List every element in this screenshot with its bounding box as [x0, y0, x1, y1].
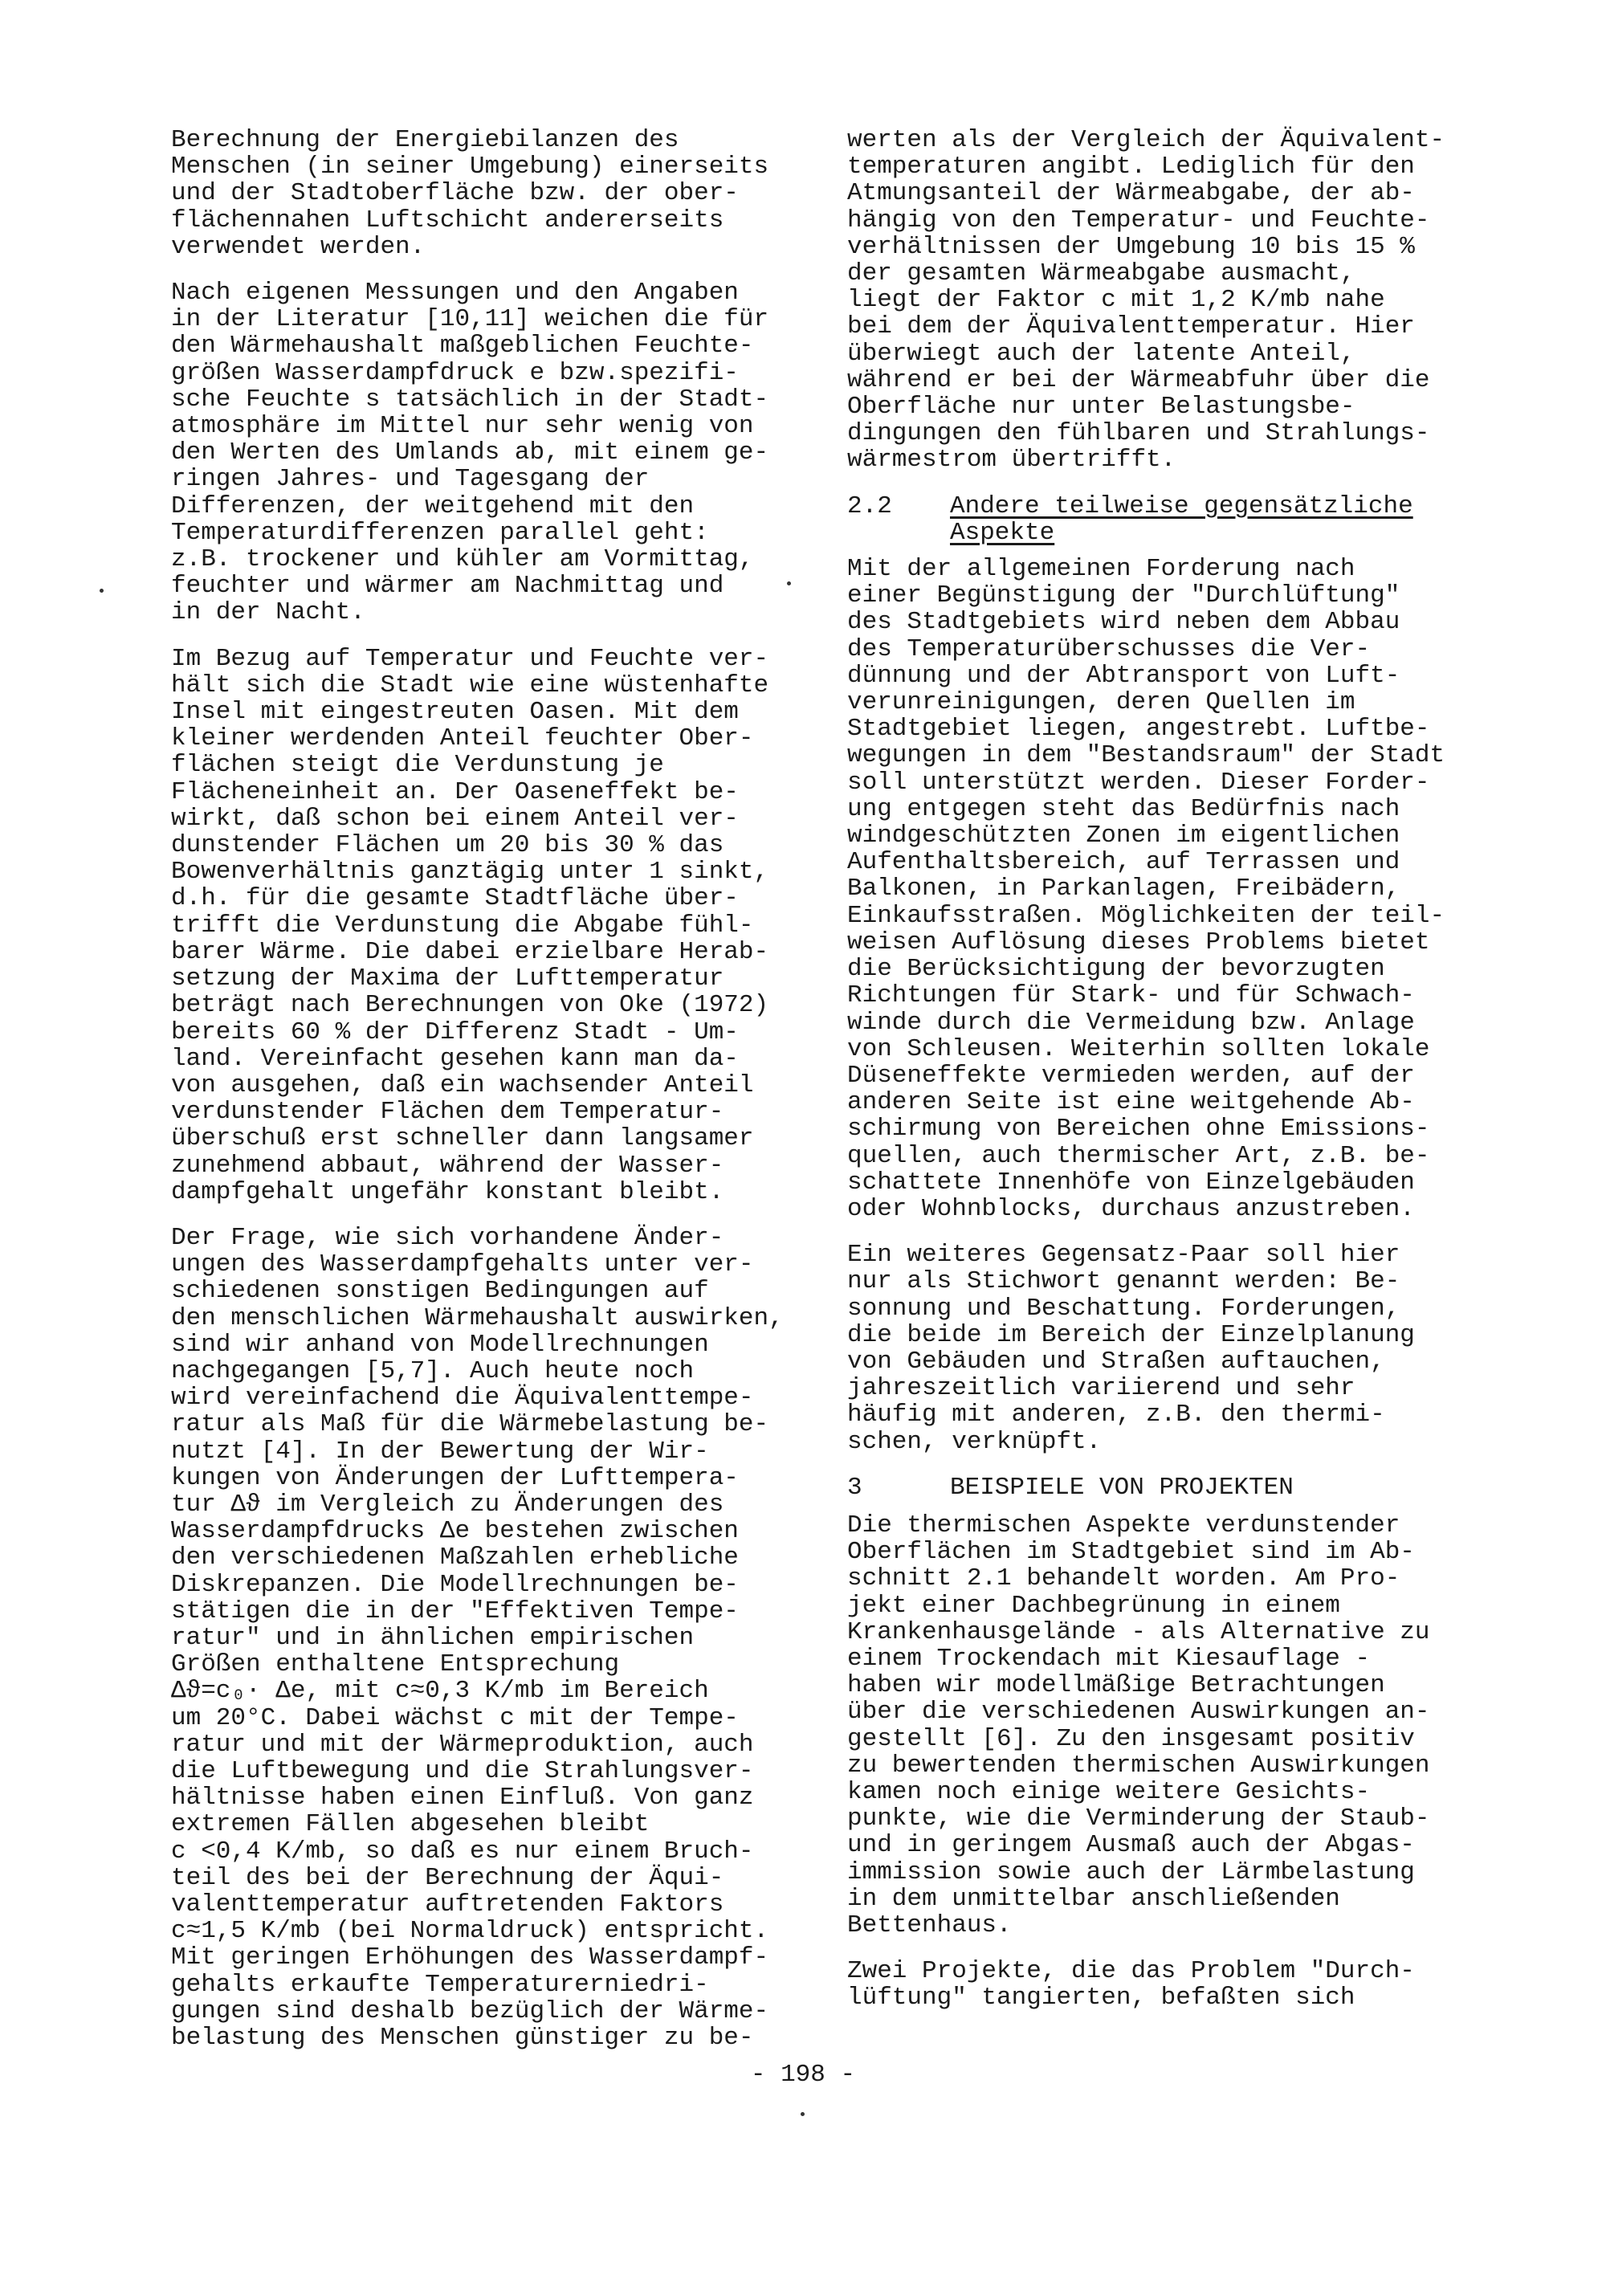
section-number: 2.2: [847, 491, 892, 520]
scan-speck: [801, 2112, 805, 2116]
section-number: 3: [847, 1473, 862, 1502]
paragraph: Nach eigenen Messungen und den Angaben in der Literatur [10,11] weichen die für den Wärmehaushalt maßgeblichen Feuchte- größen Wasserdampfdruck e bzw.spezifi- sche Feuchte s tatsächlich in der Stadt- atmosphäre im Mittel nur sehr wenig von den Werten des Umlands ab, mit einem ge- ringen Jahres- und Tagesgang der Differenzen, der weitgehend mit den Temperaturdifferenzen parallel geht: z.B. trockener und kühler am Vormittag, feuchter und wärmer am Nachmittag und in der Nacht.: [171, 279, 769, 627]
paragraph: Der Frage, wie sich vorhandene Änder- ungen des Wasserdampfgehalts unter ver- schiedenen sonstigen Bedingungen auf den menschlichen Wärmehaushalt auswirken, sind wir anhand von Modellrechnungen nachgegangen [5,7]. Auch heute noch wird vereinfachend die Äquivalenttempe- ratur als Maß für die Wärmebelastung be- nutzt [4]. In der Bewertung der Wir- kungen von Änderungen der Lufttempera- tur Δϑ im Vergleich zu Änderungen des Wasserdampfdrucks Δe bestehen zwischen den verschiedenen Maßzahlen erhebliche Diskrepanzen. Die Modellrechnungen be- stätigen die in der "Effektiven Tempe- ratur" und in ähnlichen empirischen Größen enthaltene Entsprechung Δϑ=c₀· Δe, mit c≈0,3 K/mb im Bereich um 20°C. Dabei wächst c mit der Tempe- ratur und mit der Wärmeproduktion, auch die Luftbewegung und die Strahlungsver- hältnisse haben einen Einfluß. Von ganz extremen Fällen abgesehen bleibt c <0,4 K/mb, so daß es nur einem Bruch- teil des bei der Berechnung der Äqui- valenttemperatur auftretenden Faktors c≈1,5 K/mb (bei Normaldruck) entspricht. Mit geringen Erhöhungen des Wasserdampf- gehalts erkaufte Temperaturerniedri- gungen sind deshalb bezüglich der Wärme- belastung des Menschen günstiger zu be-: [171, 1223, 784, 2053]
scan-speck: [787, 581, 791, 585]
paragraph: werten als der Vergleich der Äquivalent- temperaturen angibt. Lediglich für den Atmungsanteil der Wärmeabgabe, der ab- hängig von den Temperatur- und Feuchte- verhältnissen der Umgebung 10 bis 15 % der gesamten Wärmeabgabe ausmacht, liegt der Faktor c mit 1,2 K/mb nahe bei dem der Äquivalenttemperatur. Hier überwiegt auch der latente Anteil, während er bei der Wärmeabfuhr über die Oberfläche nur unter Belastungsbe- dingungen den fühlbaren und Strahlungs- wärmestrom übertrifft.: [847, 126, 1445, 475]
paragraph: Mit der allgemeinen Forderung nach einer Begünstigung der "Durchlüftung" des Stadtgebiets wird neben dem Abbau des Temperaturüberschusses die Ver- dünnung und der Abtransport von Luft- verunreinigungen, deren Quellen im Stadtgebiet liegen, angestrebt. Luftbe- wegungen in dem "Bestandsraum" der Stadt soll unterstützt werden. Dieser Forder- ung entgegen steht das Bedürfnis nach windgeschützten Zonen im eigentlichen Aufenthaltsbereich, auf Terrassen und Balkonen, in Parkanlagen, Freibädern, Einkaufsstraßen. Möglichkeiten der teil- weisen Auflösung dieses Problems bietet die Berücksichtigung der bevorzugten Richtungen für Stark- und für Schwach- winde durch die Vermeidung bzw. Anlage von Schleusen. Weiterhin sollten lokale Düseneffekte vermieden werden, auf der anderen Seite ist eine weitgehende Ab- schirmung von Bereichen ohne Emissions- quellen, auch thermischer Art, z.B. be- schattete Innenhöfe von Einzelgebäuden oder Wohnblocks, durchaus anzustreben.: [847, 555, 1445, 1223]
section-title: Andere teilweise gegensätzliche Aspekte: [950, 491, 1413, 547]
page-number: - 198 -: [750, 2061, 856, 2089]
paragraph: Zwei Projekte, die das Problem "Durch- lüftung" tangierten, befaßten sich: [847, 1957, 1415, 2013]
paragraph: Ein weiteres Gegensatz-Paar soll hier nur als Stichwort genannt werden: Be- sonnung und Beschattung. Forderungen, die beide im Bereich der Einzelplanung von Gebäuden und Straßen auftauchen, jahreszeitlich variierend und sehr häufig mit anderen, z.B. den thermi- schen, verknüpft.: [847, 1241, 1415, 1456]
left-column: [171, 127, 829, 2070]
scan-speck: [100, 589, 104, 593]
section-title: BEISPIELE VON PROJEKTEN: [950, 1473, 1294, 1502]
section-heading-2-2: [847, 493, 1506, 546]
right-column: [847, 127, 1506, 2031]
paragraph: Im Bezug auf Temperatur und Feuchte ver- hält sich die Stadt wie eine wüstenhafte Insel mit eingestreuten Oasen. Mit dem kleiner werdenden Anteil feuchter Ober- flächen steigt die Verdunstung je Flächeneinheit an. Der Oaseneffekt be- wirkt, daß schon bei einem Anteil ver- dunstender Flächen um 20 bis 30 % das Bowenverhältnis ganztägig unter 1 sinkt, d.h. für die gesamte Stadtfläche über- trifft die Verdunstung die Abgabe fühl- barer Wärme. Die dabei erzielbare Herab- setzung der Maxima der Lufttemperatur beträgt nach Berechnungen von Oke (1972) bereits 60 % der Differenz Stadt - Um- land. Vereinfacht gesehen kann man da- von ausgehen, daß ein wachsender Anteil verdunstender Flächen dem Temperatur- überschuß erst schneller dann langsamer zunehmend abbaut, während der Wasser- dampfgehalt ungefähr konstant bleibt.: [171, 644, 769, 1206]
section-heading-3: [847, 1474, 1506, 1501]
paragraph: Berechnung der Energiebilanzen des Menschen (in seiner Umgebung) einerseits und der Stadtoberfläche bzw. der ober- flächennahen Luftschicht andererseits verwendet werden.: [171, 126, 769, 261]
paragraph: Die thermischen Aspekte verdunstender Oberflächen im Stadtgebiet sind im Ab- schnitt 2.1 behandelt worden. Am Pro- jekt einer Dachbegrünung in einem Krankenhausgelände - als Alternative zu einem Trockendach mit Kiesauflage - haben wir modellmäßige Betrachtungen über die verschiedenen Auswirkungen an- gestellt [6]. Zu den insgesamt positiv zu bewertenden thermischen Auswirkungen kamen noch einige weitere Gesichts- punkte, wie die Verminderung der Staub- und in geringem Ausmaß auch der Abgas- immission sowie auch der Lärmbelastung in dem unmittelbar anschließenden Bettenhaus.: [847, 1511, 1430, 1939]
